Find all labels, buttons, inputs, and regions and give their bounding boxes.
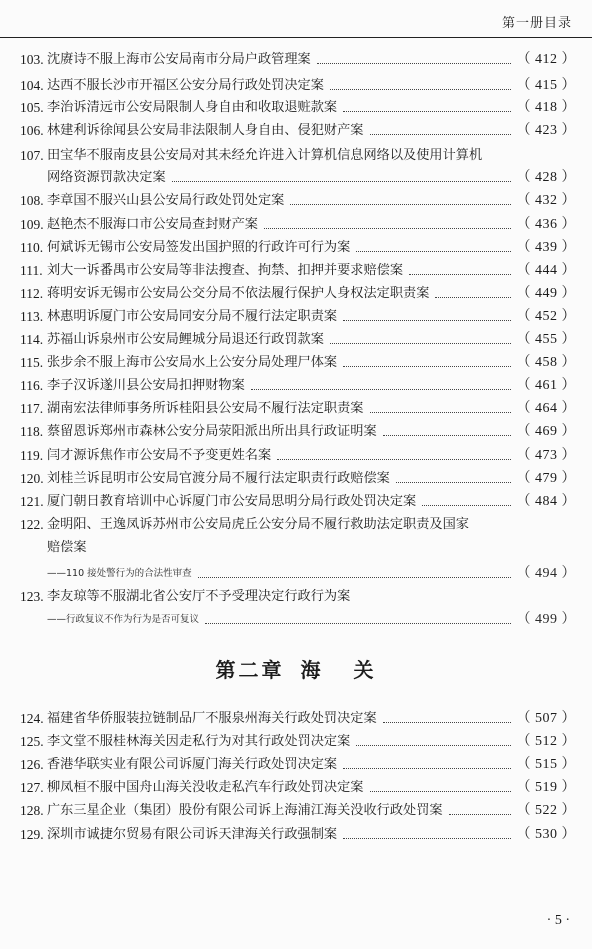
dot-leader [277, 459, 510, 460]
dot-leader [343, 366, 510, 367]
dot-leader [383, 435, 511, 436]
chapter-title-char-1: 海 [300, 658, 324, 682]
toc-entry [20, 446, 576, 466]
entry-page: （ 415 ） [516, 78, 576, 93]
toc-entry [20, 330, 576, 350]
dot-leader [370, 412, 511, 413]
dot-leader [383, 722, 511, 723]
entry-page: （ 512 ） [516, 734, 576, 749]
entry-number: 105. [20, 100, 44, 115]
dot-leader [343, 320, 510, 321]
toc-entry [20, 825, 576, 845]
dot-leader [449, 814, 511, 815]
running-head-title: 第一册目录 [501, 16, 572, 31]
entry-title: 厦门朝日教育培训中心诉厦门市公安局思明分局行政处罚决定案 [47, 494, 417, 509]
toc-entry [20, 492, 576, 512]
entry-page: （ 418 ） [516, 100, 576, 115]
entry-title: 深圳市诚捷尔贸易有限公司诉天津海关行政强制案 [47, 827, 338, 842]
toc-entry-continuation [47, 168, 576, 188]
chapter-heading [0, 654, 592, 683]
toc-entry [20, 801, 576, 821]
dot-leader [356, 745, 510, 746]
entry-page: （ 519 ） [516, 780, 576, 795]
toc-entry [20, 587, 576, 607]
entry-number: 107. [20, 148, 44, 163]
dot-leader [264, 228, 511, 229]
entry-number: 129. [20, 827, 44, 842]
entry-title: 李子汉诉遂川县公安局扣押财物案 [47, 378, 245, 393]
entry-page: （ 428 ） [516, 170, 576, 185]
toc-entry [20, 307, 576, 327]
entry-page: （ 484 ） [516, 494, 576, 509]
chapter-title-char-2: 关 [353, 658, 377, 682]
toc-entry [20, 146, 576, 166]
entry-number: 111. [20, 263, 43, 278]
entry-page: （ 479 ） [516, 471, 576, 486]
entry-number: 116. [20, 378, 44, 393]
toc-entry [20, 755, 576, 775]
entry-page: （ 507 ） [516, 711, 576, 726]
toc-entry [20, 238, 576, 258]
entry-number: 106. [20, 123, 44, 138]
entry-title: 沈赓诗不服上海市公安局南市分局户政管理案 [47, 52, 311, 67]
entry-title: 广东三星企业（集团）股份有限公司诉上海浦江海关没收行政处罚案 [47, 803, 443, 818]
entry-number: 117. [20, 401, 44, 416]
entry-title: 刘桂兰诉昆明市公安局官渡分局不履行法定职责行政赔偿案 [47, 471, 390, 486]
entry-number: 108. [20, 193, 44, 208]
dot-leader [356, 251, 510, 252]
toc-entry [20, 399, 576, 419]
dot-leader [343, 111, 510, 112]
entry-title: 何斌诉无锡市公安局签发出国护照的行政许可行为案 [47, 240, 351, 255]
entry-number: 109. [20, 217, 44, 232]
entry-page: （ 452 ） [516, 309, 576, 324]
dot-leader [205, 623, 510, 624]
entry-page: （ 455 ） [516, 332, 576, 347]
toc-entry [20, 709, 576, 729]
entry-title: 李友琼等不服湖北省公安厅不予受理决定行政行为案 [47, 589, 351, 604]
entry-number: 124. [20, 711, 44, 726]
entry-number: 120. [20, 471, 44, 486]
toc-entry [20, 732, 576, 752]
entry-number: 119. [20, 448, 44, 463]
entry-subtitle: ——行政复议不作为行为是否可复议 [47, 614, 200, 625]
dot-leader [330, 89, 511, 90]
entry-number: 121. [20, 494, 44, 509]
entry-number: 103. [20, 52, 44, 67]
dot-leader [409, 274, 510, 275]
entry-page: （ 530 ） [516, 827, 576, 842]
entry-page: （ 464 ） [516, 401, 576, 416]
entry-page: （ 515 ） [516, 757, 576, 772]
toc-entry-continuation [47, 538, 576, 558]
entry-number: 110. [20, 240, 44, 255]
dot-leader [370, 791, 511, 792]
toc-entry [20, 191, 576, 211]
entry-number: 114. [20, 332, 44, 347]
entry-title: 李文堂不服桂林海关因走私行为对其行政处罚决定案 [47, 734, 351, 749]
toc-entry [20, 422, 576, 442]
entry-number: 122. [20, 517, 44, 532]
dot-leader [172, 181, 511, 182]
entry-page: （ 436 ） [516, 217, 576, 232]
dot-leader [343, 768, 510, 769]
entry-title: 刘大一诉番禺市公安局等非法搜查、拘禁、扣押并要求赔偿案 [47, 263, 404, 278]
entry-title-line2: 赔偿案 [47, 540, 87, 555]
entry-page: （ 444 ） [516, 263, 576, 278]
entry-number: 128. [20, 803, 44, 818]
entry-subtitle: ——110 接处警行为的合法性审查 [47, 568, 192, 579]
entry-number: 123. [20, 589, 44, 604]
dot-leader [290, 204, 510, 205]
entry-number: 115. [20, 355, 44, 370]
toc-entry [20, 376, 576, 396]
entry-page: （ 432 ） [516, 193, 576, 208]
dot-leader [198, 577, 511, 578]
entry-page: （ 458 ） [516, 355, 576, 370]
toc-entry [20, 515, 576, 535]
chapter-label: 第二章 [215, 658, 285, 682]
toc-entry [20, 98, 576, 118]
dot-leader [317, 63, 511, 64]
entry-page: （ 461 ） [516, 378, 576, 393]
page-number: · 5 · [546, 913, 570, 928]
toc-entry [20, 469, 576, 489]
entry-number: 113. [20, 309, 44, 324]
entry-title: 柳凤桓不服中国舟山海关没收走私汽车行政处罚决定案 [47, 780, 364, 795]
toc-entry-subtitle [47, 564, 576, 584]
entry-title: 林建利诉徐闻县公安局非法限制人身自由、侵犯财产案 [47, 123, 364, 138]
dot-leader [370, 134, 511, 135]
toc-entry [20, 76, 576, 96]
entry-title: 苏福山诉泉州市公安局鲤城分局退还行政罚款案 [47, 332, 324, 347]
toc-entry [20, 215, 576, 235]
toc-entry [20, 50, 576, 70]
entry-title: 达西不服长沙市开福区公安分局行政处罚决定案 [47, 78, 324, 93]
entry-title: 林惠明诉厦门市公安局同安分局不履行法定职责案 [47, 309, 338, 324]
toc-entry-subtitle [47, 610, 576, 630]
toc-entry [20, 261, 576, 281]
entry-page: （ 494 ） [516, 566, 576, 581]
entry-page: （ 412 ） [516, 52, 576, 67]
dot-leader [251, 389, 511, 390]
dot-leader [435, 297, 510, 298]
entry-page: （ 473 ） [516, 448, 576, 463]
entry-page: （ 449 ） [516, 286, 576, 301]
entry-title: 赵艳杰不服海口市公安局查封财产案 [47, 217, 258, 232]
entry-title-line1: 田宝华不服南皮县公安局对其未经允许进入计算机信息网络以及使用计算机 [47, 148, 483, 163]
dot-leader [422, 505, 510, 506]
entry-title: 湖南宏法律师事务所诉桂阳县公安局不履行法定职责案 [47, 401, 364, 416]
entry-title-line2: 网络资源罚款决定案 [47, 170, 166, 185]
entry-title: 李章国不服兴山县公安局行政处罚处定案 [47, 193, 285, 208]
dot-leader [330, 343, 511, 344]
entry-title: 福建省华侨服装拉链制品厂不服泉州海关行政处罚决定案 [47, 711, 377, 726]
entry-number: 118. [20, 424, 44, 439]
entry-page: （ 469 ） [516, 424, 576, 439]
toc-entry [20, 284, 576, 304]
entry-page: （ 522 ） [516, 803, 576, 818]
dot-leader [343, 838, 510, 839]
entry-number: 126. [20, 757, 44, 772]
toc-entry [20, 353, 576, 373]
dot-leader [396, 482, 511, 483]
toc-entry [20, 121, 576, 141]
entry-number: 127. [20, 780, 44, 795]
entry-number: 125. [20, 734, 44, 749]
entry-title: 蔡留恩诉郑州市森林公安分局荥阳派出所出具行政证明案 [47, 424, 377, 439]
entry-title: 闫才源诉焦作市公安局不予变更姓名案 [47, 448, 272, 463]
entry-title-line1: 金明阳、王逸凤诉苏州市公安局虎丘公安分局不履行救助法定职责及国家 [47, 517, 469, 532]
entry-title: 蒋明安诉无锡市公安局公交分局不依法履行保护人身权法定职责案 [47, 286, 430, 301]
entry-title: 张步余不服上海市公安局水上公安分局处理尸体案 [47, 355, 338, 370]
entry-page: （ 439 ） [516, 240, 576, 255]
entry-page: （ 499 ） [516, 612, 576, 627]
entry-page: （ 423 ） [516, 123, 576, 138]
entry-title: 香港华联实业有限公司诉厦门海关行政处罚决定案 [47, 757, 338, 772]
entry-number: 112. [20, 286, 44, 301]
entry-number: 104. [20, 78, 44, 93]
entry-title: 李治诉清远市公安局限制人身自由和收取退赃款案 [47, 100, 338, 115]
toc-entry [20, 778, 576, 798]
